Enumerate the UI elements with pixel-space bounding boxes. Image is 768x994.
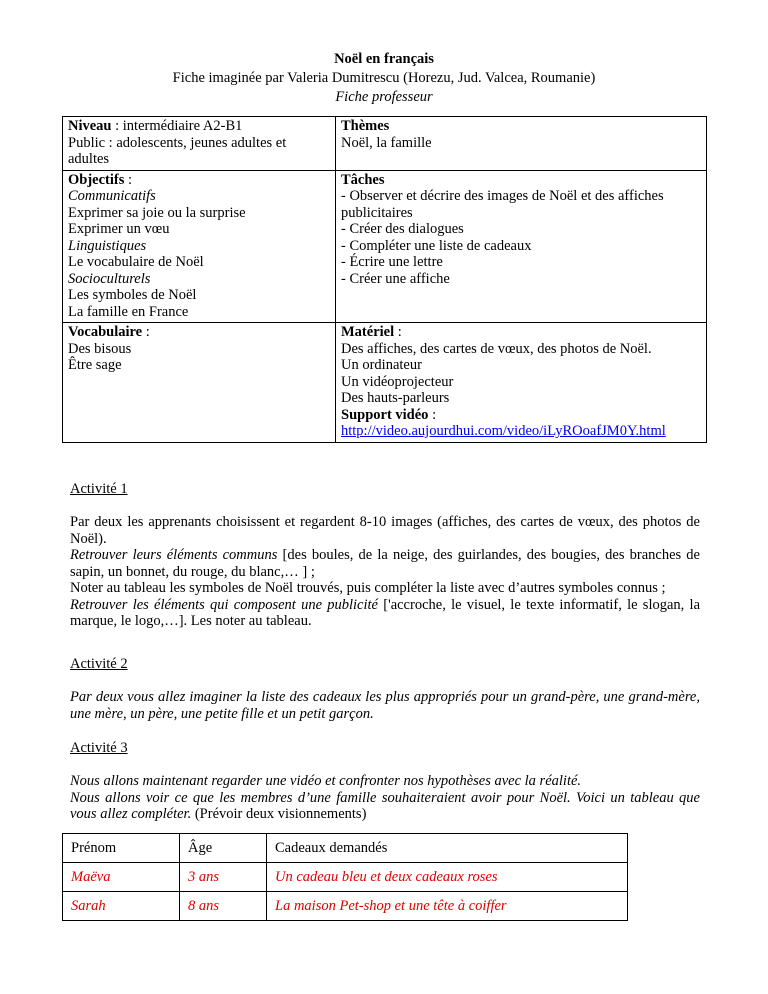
info-row-1	[63, 117, 707, 171]
author-line: Fiche imaginée par Valeria Dumitrescu (Horezu, Jud. Valcea, Roumanie)	[172, 70, 596, 86]
materiel-cell	[336, 323, 707, 443]
public-line: Public : adolescents, jeunes adultes et adultes	[68, 134, 287, 167]
activite2-title: Activité 2	[70, 656, 128, 672]
comm-item: Exprimer un vœu	[68, 221, 170, 237]
table-row	[63, 863, 628, 892]
niveau-value: : intermédiaire A2-B1	[111, 118, 243, 134]
materiel-line	[341, 324, 701, 341]
objectifs-suffix: :	[124, 171, 133, 188]
info-row-2	[63, 170, 707, 323]
taches-label: Tâches	[341, 171, 385, 188]
socioculturels-heading: Socioculturels	[68, 270, 151, 287]
linguistiques-heading: Linguistiques	[68, 237, 147, 254]
vocabulaire-cell	[63, 323, 336, 443]
document-header	[0, 50, 768, 107]
table-cell: Maëva	[63, 863, 180, 892]
activite1-title: Activité 1	[70, 481, 128, 497]
activite3-l2	[70, 790, 700, 823]
table-cell: La maison Pet-shop et une tête à coiffer	[267, 892, 628, 921]
socio-item: La famille en France	[68, 303, 189, 320]
activite3-title: Activité 3	[70, 740, 128, 756]
ling-item: Le vocabulaire de Noël	[68, 254, 204, 270]
activite1-p2	[70, 547, 700, 580]
materiel-label: Matériel	[341, 324, 395, 340]
activite1-p4-italic: Retrouver les éléments qui composent une publicité	[70, 596, 378, 613]
column-header: Cadeaux demandés	[267, 834, 628, 863]
socio-item: Les symboles de Noël	[68, 287, 197, 303]
materiel-suffix: :	[394, 324, 402, 340]
activite3-l1: Nous allons maintenant regarder une vidéo et confronter nos hypothèses avec la réalité.	[70, 773, 582, 789]
objectifs-line	[68, 172, 330, 189]
level-cell	[63, 117, 336, 171]
table-cell: Sarah	[63, 892, 180, 921]
gifts-table	[62, 833, 628, 921]
activite1-p3: Noter au tableau les symboles de Noël trouvés, puis compléter la liste avec d’autres symboles connus ;	[70, 580, 666, 596]
niveau-label: Niveau	[68, 118, 112, 134]
tache-item: - Écrire une lettre	[341, 254, 443, 270]
support-line	[341, 407, 701, 424]
table-row	[63, 892, 628, 921]
table-cell: Un cadeau bleu et deux cadeaux roses	[267, 863, 628, 892]
vocabulaire-line	[68, 324, 330, 341]
taches-cell	[336, 170, 707, 323]
tache-item: - Compléter une liste de cadeaux	[341, 237, 532, 254]
activite1-p4-rest: ['accroche, le visuel, le texte informatif, le slogan, la marque, le logo,…]. Les noter au tableau.	[70, 596, 701, 629]
vocabulaire-suffix: :	[142, 324, 150, 340]
info-table	[62, 116, 707, 443]
themes-label: Thèmes	[341, 118, 390, 134]
activite1-p4	[70, 597, 700, 630]
table-cell: 3 ans	[180, 863, 267, 892]
materiel-item: Des affiches, des cartes de vœux, des photos de Noël.	[341, 340, 652, 357]
objectifs-label: Objectifs	[68, 171, 125, 188]
gifts-header-row	[63, 834, 628, 863]
video-link[interactable]: http://video.aujourdhui.com/video/iLyROoafJM0Y.html	[341, 423, 666, 439]
tache-item: - Créer des dialogues	[341, 221, 464, 237]
activite1-p2-italic: Retrouver leurs éléments communs	[70, 547, 278, 563]
document-title: Noël en français	[334, 51, 434, 67]
table-cell: 8 ans	[180, 892, 267, 921]
tache-item: - Créer une affiche	[341, 270, 450, 287]
themes-value: Noël, la famille	[341, 134, 432, 151]
vocabulaire-label: Vocabulaire	[68, 324, 143, 340]
materiel-item: Un ordinateur	[341, 357, 422, 373]
materiel-item: Des hauts-parleurs	[341, 390, 450, 406]
tache-item: - Observer et décrire des images de Noël et des affiches publicitaires	[341, 188, 664, 221]
activite3-l2-rest: (Prévoir deux visionnements)	[191, 806, 367, 822]
document-role: Fiche professeur	[335, 89, 433, 105]
support-suffix: :	[428, 406, 437, 423]
communicatifs-heading: Communicatifs	[68, 188, 156, 204]
themes-cell	[336, 117, 707, 171]
activite3-body	[70, 773, 700, 823]
materiel-item: Un vidéoprojecteur	[341, 373, 454, 390]
activite3-l2-italic: Nous allons voir ce que les membres d’une famille souhaiteraient avoir pour Noël. Voici un tableau que vous allez compléter.	[70, 789, 700, 822]
niveau-line	[68, 118, 330, 135]
activite2-body: Par deux vous allez imaginer la liste des cadeaux les plus appropriés pour un grand-père, une grand-mère, une mère, un père, une petite fille et un petit garçon.	[70, 689, 700, 722]
activite1-body	[70, 514, 700, 630]
activite1-p1: Par deux les apprenants choisissent et regardent 8-10 images (affiches, des cartes de vœux, des photos de Noël).	[70, 514, 700, 547]
objectifs-cell	[63, 170, 336, 323]
comm-item: Exprimer sa joie ou la surprise	[68, 204, 246, 221]
column-header: Prénom	[63, 834, 180, 863]
support-label: Support vidéo	[341, 406, 429, 423]
activite1-p2-rest: [des boules, de la neige, des guirlandes, des bougies, des branches de sapin, un bonnet, du rouge, du blanc,… ] ;	[70, 547, 700, 580]
vocab-item: Des bisous	[68, 340, 132, 357]
vocab-item: Être sage	[68, 357, 122, 373]
info-row-3	[63, 323, 707, 443]
column-header: Âge	[180, 834, 267, 863]
